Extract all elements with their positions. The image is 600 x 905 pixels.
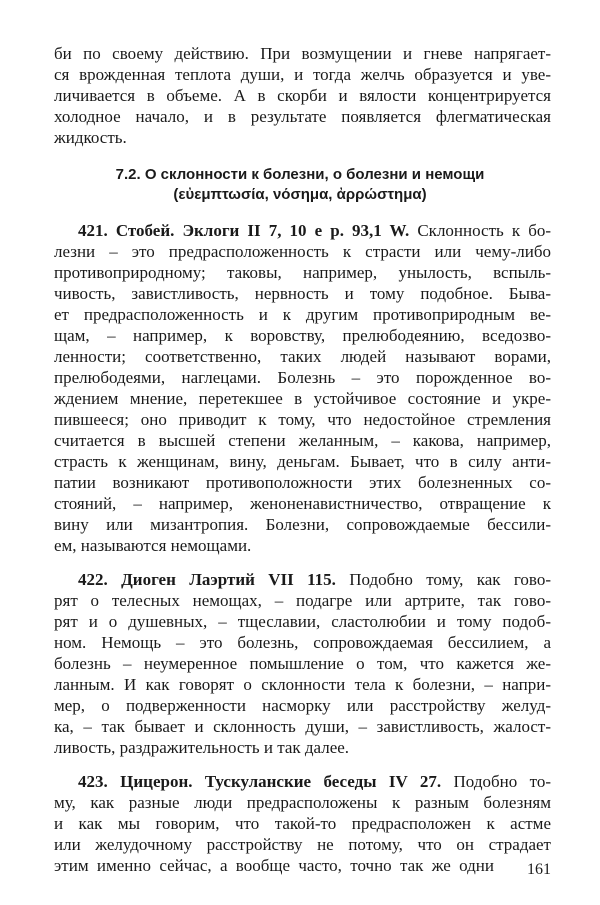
fragment-line: этим именно сейчас, а вообще часто, точно так же одни (54, 856, 494, 875)
fragment-422-source: 422. Диоген Лаэртий VII 115. (78, 570, 336, 589)
fragment-421-first-line (78, 221, 551, 241)
fragment-line: ждением мнение, перетекшее в устойчивое состояние и укре- (54, 389, 551, 408)
fragment-421-source: 421. Стобей. Эклоги II 7, 10 e p. 93,1 W. (78, 221, 410, 240)
fragment-line: страсть к женщинам, вину, деньгам. Бывает, что в силу анти- (54, 452, 551, 471)
fragment-line: рят о телесных немощах, – подагре или артрите, так гово- (54, 591, 551, 610)
fragment-line: пившееся; оно приводит к тому, что недостойное стремления (54, 410, 551, 429)
fragment-line: противоприродному; таковы, например, унылость, вспыль- (54, 263, 551, 282)
fragment-line: вину или мизантропия. Болезни, сопровождаемые бессили- (54, 515, 551, 534)
intro-line: холодное начало, и в результате появляется флегматическая (54, 107, 551, 126)
fragment-423-text: Подобно то- (441, 772, 551, 791)
fragment-line: ланным. И как говорят о склонности тела к болезни, – напри- (54, 675, 551, 694)
fragment-423-source: 423. Цицерон. Тускуланские беседы IV 27. (78, 772, 442, 791)
fragment-line: мер, о подверженности насморку или расстройству желуд- (54, 696, 551, 715)
section-title: 7.2. О склонности к болезни, о болезни и немощи (115, 166, 485, 183)
fragment-421-text: Склонность к бо- (409, 221, 552, 240)
fragment-line: ливость, раздражительность и так далее. (54, 738, 350, 757)
intro-line: би по своему действию. При возмущении и гневе напрягает- (54, 44, 551, 63)
fragment-line: рят и о душевных, – тщеславии, сластолюбии и тому подоб- (54, 612, 551, 631)
fragment-423-first-line (78, 772, 551, 792)
intro-line: жидкость. (54, 128, 127, 147)
fragment-line: ном. Немощь – это болезнь, сопровождаемая бессилием, а (54, 633, 551, 652)
fragment-line: ленности; соответственно, таких людей называют ворами, (54, 347, 551, 366)
fragment-422-first-line (78, 570, 551, 590)
fragment-line: чивость, завистливость, нервность и тому подобное. Быва- (54, 284, 551, 303)
intro-line: личивается в объеме. А в скорби и вялости концентрируется (54, 86, 551, 105)
fragment-line: стояний, – например, женоненавистничество, отвращение к (54, 494, 551, 513)
fragment-line: лезни – это предрасположенность к страсти или чему-либо (54, 242, 551, 261)
fragment-line: патии возникают противоположности этих болезненных со- (54, 473, 551, 492)
fragment-line: щам, – например, к воровству, прелюбодеянию, вседозво- (54, 326, 551, 345)
fragment-line: считается в высшей степени желанным, – какова, например, (54, 431, 551, 450)
fragment-line: му, как разные люди предрасположены к разным болезням (54, 793, 551, 812)
intro-line: ся врожденная теплота души, и тогда желчь образуется и уве- (54, 65, 551, 84)
fragment-line: прелюбодеями, наглецами. Болезнь – это порожденное во- (54, 368, 551, 387)
fragment-line: или желудочному расстройству не потому, что он страдает (54, 835, 551, 854)
fragment-line: ка, – так бывает и склонность души, – завистливость, жалост- (54, 717, 551, 736)
fragment-line: и как мы говорим, что такой-то предрасположен к астме (54, 814, 551, 833)
fragment-line: ем, называются немощами. (54, 536, 252, 555)
fragment-line: болезнь – неумеренное помышление о том, что кажется же- (54, 654, 551, 673)
fragment-line: ет предрасположенность и к другим противоприродным ве- (54, 305, 551, 324)
section-subtitle: (εὐεμπτωσία, νόσημα, ἀρρώστημα) (173, 186, 427, 203)
page-number: 161 (527, 861, 551, 878)
fragment-422-text: Подобно тому, как гово- (335, 570, 551, 589)
